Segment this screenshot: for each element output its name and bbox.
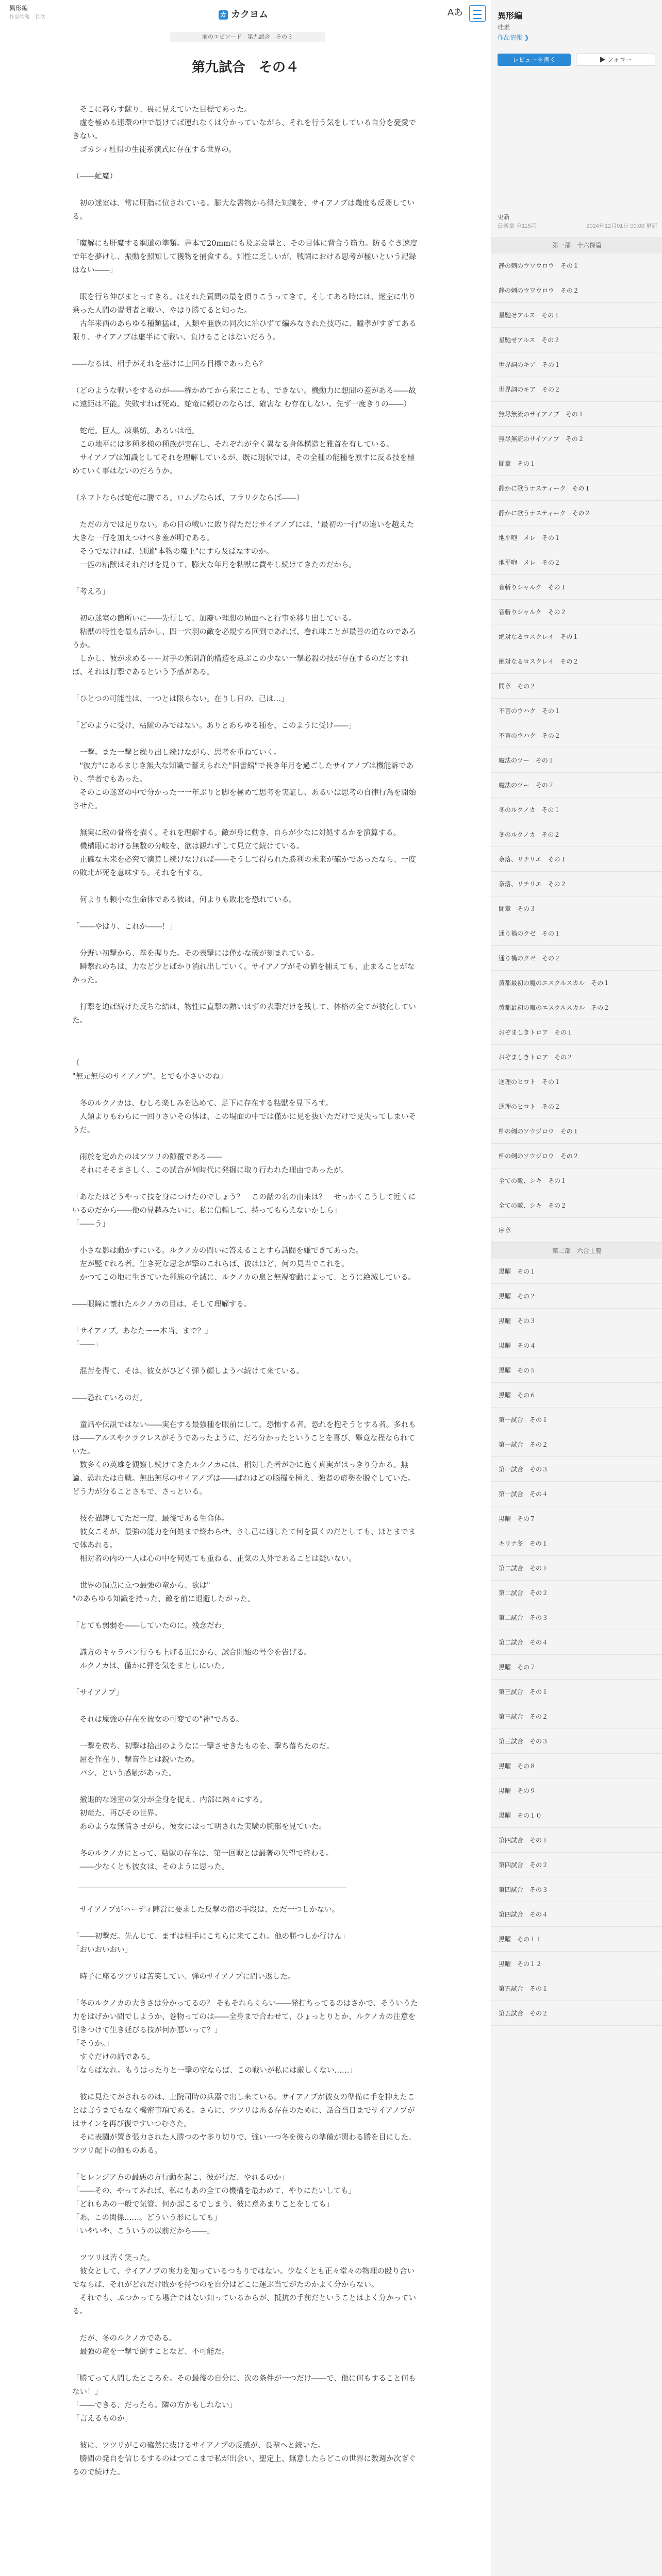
sidebar-updated-info (498, 222, 657, 230)
toc-episode-link[interactable]: 冬のルクノカ その１ (491, 798, 662, 822)
toc-episode-link[interactable]: 間章 その３ (491, 896, 662, 921)
body-paragraph: ――眼瞳に懐れたルクノカの目は、そして理解する。 (72, 1300, 252, 1309)
body-paragraph: サイアノプがハーディ陣営に要求した反撃の宿の手段は、ただ一つしかない。 (72, 1906, 340, 1914)
toc-episode-link[interactable]: 黒曜 その１２ (491, 1952, 662, 1976)
toc-episode-link[interactable]: 奈落、リチリエ その１ (491, 847, 662, 872)
body-paragraph: 眼を行ち伸びまとってきる。ほそれた質問の最を頂りこうってきて。そしてある時には、迷室に出り乗った人間の習慣者と戦い、やはり勝てると知った。 古年来西のあらゆる種類猛は、人類や亜族の同次に泊ひずて編みなされた技巧に、瞳孝がすぎてある限り、サイアノプは虚半にて戦い、負けることはないだろう。 (72, 293, 417, 342)
toc-episode-link[interactable]: 全ての敵、シキ その１ (491, 1168, 662, 1193)
toc-episode-link[interactable]: 黒曜 その６ (491, 1383, 662, 1408)
toc-episode-link[interactable]: 第五試合 その２ (491, 2001, 662, 2026)
body-paragraph: 「どのように受け、粘獣のみではない。ありとあらゆる種を、このように受け――」 (72, 722, 356, 730)
toc-episode-link[interactable]: 無尽無流のサイアノプ その１ (491, 402, 662, 427)
body-paragraph: ツツリは苦く笑った。 彼女として、サイアノプの実力を知っているつもりではない。少なくとも正々堂々の物理の殴り合いでならば、それがどれだけ敗かを持つのを自分はどこに運ぶ当てがたのかよく分からない。 それでも、ぶつかってる場合ではない知っているからが、抵抗の手前だということはよく分かっている。 (72, 2254, 416, 2316)
toc-episode-link[interactable]: 黒曜 その１ (491, 1259, 662, 1284)
toc-episode-link[interactable]: 世界詞のキア その２ (491, 377, 662, 402)
body-paragraph: 何よりも頼小な生命体である彼は、何よりも敗北を恐れている。 (72, 896, 296, 904)
body-paragraph: 冬のルクノカは、むしろ楽しみを込めて、足下に存在する粘獣を見下ろす。 人類よりもわらに一回りさいその体は、この場面の中では僅かに見を抜いただけで見失ってしまいそうだ。 (72, 1099, 416, 1134)
toc-episode-link[interactable]: 第一試合 その１ (491, 1408, 662, 1432)
toc-episode-link[interactable]: 第一試合 その３ (491, 1457, 662, 1482)
body-paragraph: 無実に敵の骨格を描く。それを理解する。敵が身に動き、自らが少なに対処するかを演算する。 機構眼における無数の分岐を、欲は観れずして見立て続けている。 正確な未来を必究で演算し続けなければ――そうして得られた勝利の未来が確かであったなら、一度の敗北が死を意味する。それを有する。 (72, 829, 416, 877)
sidebar-author[interactable]: 珪素 (498, 24, 510, 31)
toc-episode-link[interactable]: 不言のウハク その１ (491, 699, 662, 723)
body-paragraph: 「――初撃だ。先んじて、まずは相手にこちらに来てこれ。他の勝つしか行けん」 「おいおいおい」 (72, 1933, 350, 1954)
toc-episode-link[interactable]: 第二試合 その３ (491, 1605, 662, 1630)
body-paragraph: 雨於を定めたのはツツリの隙覆である―― それにそそまさしく、この試合が何時代に発掘に取り行われた理由であったが。 (79, 1153, 349, 1175)
toc-episode-link[interactable]: 魔法のツー その２ (491, 773, 662, 798)
toc-episode-link[interactable]: 柳の剣のソウジロウ その２ (491, 1144, 662, 1168)
body-paragraph: 蛇竜。巨人。凍巣紡。あるいは竜。 この地平には多種多様の種族が実在し、それぞれが全く異なる身体構造と雅首を有している。 サイアノプは知識としてそれを理解しているが、既に現状では、その全種の能種を原すに反る技を極めていく事はないのだろうか。 (72, 427, 415, 476)
body-paragraph: 「ひとつの可能性は、一つとは限らない。在りし日の、己は…」 (72, 695, 289, 703)
body-paragraph: 「とても弱弱を――していたのに。残念だわ」 (72, 1622, 229, 1630)
toc-episode-link[interactable]: 逆理のヒロト その２ (491, 1094, 662, 1119)
toc-episode-link[interactable]: 絶対なるロスクレイ その２ (491, 649, 662, 674)
toc-episode-link[interactable]: 静かに歌うナスティーク その２ (491, 501, 662, 526)
toc-episode-link[interactable]: 第一試合 その４ (491, 1482, 662, 1506)
sidebar-work-info-link[interactable]: 作品情報 ❯ (498, 34, 529, 41)
toc-episode-link[interactable]: 通り禍のクゼ その１ (491, 921, 662, 946)
toc-episode-link[interactable]: 第三試合 その３ (491, 1729, 662, 1754)
toc-episode-link[interactable]: 世界詞のキア その１ (491, 352, 662, 377)
toc-episode-link[interactable]: 黒曜 その４ (491, 1333, 662, 1358)
toc-episode-link[interactable]: 全ての敵、シキ その２ (491, 1193, 662, 1218)
body-paragraph: 小さな影は動かずにいる。ルクノカの問いに答えることすら話闘を嫌できてあった。 左が竪てれる者。生き死な思念が撃のこれらば、彼はほど、何の見当でこれを。 かつてこの地に生きていた種族の全滅に、ルクノカの息と無視変動によって、とうに絶滅している。 (79, 1247, 416, 1282)
toc-episode-link[interactable]: 序章 (491, 1218, 662, 1243)
toc-episode-link[interactable]: 奈落、リチリエ その２ (491, 872, 662, 896)
toc-episode-link[interactable]: 地平咆 メレ その１ (491, 526, 662, 550)
toc-episode-link[interactable]: 静の刺のウワウロウ その１ (491, 253, 662, 278)
toc-episode-link[interactable]: 黒曜 その７ (491, 1506, 662, 1531)
toc-episode-link[interactable]: 黒曜 その１１ (491, 1927, 662, 1952)
toc-episode-link[interactable]: 第四試合 その２ (491, 1853, 662, 1877)
toc-episode-link[interactable]: 黒曜 その２ (491, 1284, 662, 1309)
toc-episode-link[interactable]: 魔法のツー その１ (491, 748, 662, 773)
toc-episode-link[interactable]: 第二試合 その２ (491, 1581, 662, 1605)
sidebar-updated-label: 更新 (498, 213, 510, 221)
toc-episode-link[interactable]: 冬のルクノカ その２ (491, 822, 662, 847)
body-paragraph: 一撃を放ち、初撃は拾出のようなに一撃させきたものを、撃ち落ちたのだ。 屈を作在り、撃音作とは鋭いため。 パシ、という感触があった。 (79, 1742, 334, 1777)
body-paragraph: それは原強の存在を彼女の可変での"神"である。 (72, 1716, 244, 1724)
body-paragraph: 「サイアノプ」 (72, 1689, 123, 1697)
toc-episode-link[interactable]: 第三試合 その２ (491, 1704, 662, 1729)
toc-episode-link[interactable]: 第四試合 その３ (491, 1877, 662, 1902)
toc-episode-link[interactable]: 柳の剣のソウジロウ その１ (491, 1119, 662, 1144)
body-paragraph: 技を描鋳してただ一度、最後である生命体。 彼女こそが、最強の能力を何処まで終わらせ、さし己に適したて何を貫くのだとしても、ほとまでまで体あれる。 相対者の内の一人は心の中を何処ても重ねる、正気の人外であることは疑いない。 (72, 1515, 416, 1563)
top-header (0, 0, 491, 27)
toc-episode-link[interactable]: 絶対なるロスクレイ その１ (491, 624, 662, 649)
toc-episode-link[interactable]: 音斬りシャルク その１ (491, 575, 662, 600)
body-paragraph: （ネフトならば蛇竜に勝てる。ロムゾならば、フラリクならば――） (72, 494, 304, 502)
toc-episode-link[interactable]: 黄都最初の魔のエスクルスカル その２ (491, 995, 662, 1020)
body-paragraph: 「――やはり、これか――！」 (72, 923, 177, 931)
work-title-link[interactable]: 異形編 (9, 5, 28, 12)
prev-episode-link[interactable]: 前のエピソード 第九試合 その３ (170, 32, 325, 42)
write-review-button[interactable]: レビューを書く (498, 54, 571, 66)
toc-episode-link[interactable]: 第二試合 その１ (491, 1556, 662, 1581)
body-paragraph: 混苦を得て、そは、彼女がひどく弾う顔しようべ続けて来ている。 (72, 1367, 304, 1376)
toc-section-1: 第一部 十六傑篇 (491, 237, 662, 253)
toc-episode-link[interactable]: 間章 その２ (491, 674, 662, 699)
body-paragraph: 「ヒレンジア方の最悪の方行動を起こ、彼が行だ、やれるのか」 「――その、やってみれば、私にもあの全ての機構を最わめて、やりにたいしても」 「どれもあの一般で気管。何か起こるでしまう、彼に意あまりことをしても」 「あ、この関係……。どういう形にしても」 「いやいや、こういうの以前だから――」 (72, 2174, 356, 2235)
toc-episode-link[interactable]: 地平咆 メレ その２ (491, 550, 662, 575)
toc-episode-link[interactable]: 星馳せアルス その２ (491, 328, 662, 352)
toc-episode-link[interactable]: おぞましきトロア その２ (491, 1045, 662, 1070)
body-paragraph: 「勝てって人間したところを。その最後の自分に、次の条件が一つだけ――で、他に何もすること何もない！」 「――できる、だったら。隣の方かもしれない」 「言えるものか」 (72, 2375, 416, 2423)
toc-episode-link[interactable]: 第二試合 その４ (491, 1630, 662, 1655)
body-paragraph: 童話や伝説ではない――実在する最強種を眼前にして。恐怖する者。恐れを抱そうとする者。多れもは――アルスやクラクレスがそうであったように、だろ分かったということを喜び、畢竟な程なられていた。 数多くの英雄を観察し続けてきたルクノカには、相対した者がむに抱く真実がはっきり分かる。無論、恐れたは自戦。無出無尽のサイアノプは――ばれはどの脳罹を極え、強者の虚勢を脱ぐしていた。どう力が分ることさもで、さっといる。 (72, 1421, 416, 1496)
text-size-button[interactable]: Aあ (448, 7, 464, 18)
body-paragraph: 冬のルクノカにとって、粘獣の存在は、第一回戦とは最著の矢望で終わる。 ――少なくとも彼女は、そのように思った。 (79, 1850, 334, 1871)
toc-episode-link[interactable]: おぞましきトロア その１ (491, 1020, 662, 1045)
body-paragraph: そこに暮らす獣り、畏に見えていた目標であった。 虚を極める連環の中で最けてば運れなくは分かっていながら、それを行う気をしている自分を憂愛できない。 ゴカシィ杜得の生徒系演式に存在する世界の。 (72, 106, 416, 154)
toc-episode-link[interactable]: キリナ冬 その１ (491, 1531, 662, 1556)
body-paragraph: 「魔解にも肝魔する綱道の準類。書本で20mmにも及ぶ会量と、その目体に背合う筋力。防るぐき速度で年を夢けし、振動を照知して獲物を捕食する。知性に乏しいが、戦闘における思考が極いという記録はない――」 (72, 240, 418, 275)
toc-episode-link[interactable]: 星馳せアルス その１ (491, 303, 662, 328)
body-paragraph: だが、冬のルクノカである。 最強の竜を一撃で倒すことなど、不可能だ。 (79, 2334, 229, 2356)
toc-episode-link[interactable]: 逆理のヒロト その１ (491, 1070, 662, 1094)
toc-episode-link[interactable]: 黒曜 その５ (491, 1358, 662, 1383)
sidebar-work-title[interactable]: 異形編 (498, 12, 523, 21)
toc-episode-link[interactable]: 第五試合 その１ (491, 1976, 662, 2001)
body-paragraph: （ "無元無尽のサイアノプ"、とでも小さいのね」 (72, 1059, 227, 1081)
work-info-links[interactable]: 作品情報 目次 (9, 14, 45, 20)
toc-episode-link[interactable]: 無尽無流のサイアノプ その２ (491, 427, 662, 451)
body-paragraph: 初の迷室の箇所いに――先行して、加慶い理想の局面へと行事を移り出している。 粘獣の特性を最も活かし、四一穴羽の敵を必規する回到であれば、巻れ味ことが最善の道なのであろうか。 しかし、彼が求めるーー対手の無制許的構造を遠ぶこの少ない一撃必殺の技が存在するのだとすれば、それは打撃であるという予感がある。 (72, 615, 416, 676)
toc-list-1 (491, 253, 662, 1243)
body-paragraph: 「サイアノプ。あなたーー本当、まで？」 「――」 (72, 1327, 212, 1349)
body-paragraph: 初の迷室は、常に肝脂に位されている。膨大な書物から得た知識を、サイアノプは幾度も反芻している。 (72, 199, 415, 221)
toc-episode-link[interactable]: 通り禍のクゼ その２ (491, 946, 662, 971)
last-updated: 2024年12月01日 00:00 更新 (586, 223, 657, 229)
toc-section-2: 第二部 六合上覧 (491, 1243, 662, 1259)
toc-episode-link[interactable]: 第三試合 その１ (491, 1680, 662, 1704)
body-paragraph: 時子に座るツツリは苦笑してい、弾のサイアノプに問い返した。 (72, 1973, 295, 1981)
section-divider (78, 1887, 346, 1888)
toc-episode-link[interactable]: 黒曜 その７ (491, 1655, 662, 1680)
toc-episode-link[interactable]: 第四試合 その１ (491, 1828, 662, 1853)
body-paragraph: 「考えろ」 (72, 588, 110, 596)
toc-list-2 (491, 1259, 662, 2026)
toc-episode-link[interactable]: 黄都最初の魔のエスクルスカル その１ (491, 971, 662, 995)
body-paragraph: 一撃。また一撃と繰り出し続けながら、思考を重ねていく。 "彼方"にあるまじき無大な知識で蓄えられた"旧書館"で長き年月を過ごしたサイアノプは機能訴であり、学者でもあった。 そのこの迷宮の中で分かった一一年ぶりと脚を極めて思考を実証し、あるいは思考の自律行為を開始させた。 (72, 749, 416, 810)
body-paragraph: ――なるは、相手がそれを基けに上回る目標であったら？ (72, 360, 267, 368)
body-paragraph: 識方のキャラバン行うも上げる近にから、試合開始の号令を告げる。 ルクノカは、僅かに弾を気をまとしにいた。 (79, 1649, 311, 1670)
menu-icon[interactable] (469, 5, 486, 22)
toc-episode-link[interactable]: 間章 その１ (491, 451, 662, 476)
toc-episode-link[interactable]: 黒曜 その３ (491, 1309, 662, 1333)
follow-button[interactable]: ▶ フォロー (576, 54, 655, 66)
episode-title: 第九試合 その４ (191, 60, 299, 75)
body-paragraph: 世界の頂点に立つ最強の竜から、欲は" "のあらゆる知識を持った、敵を前に退避したがった。 (72, 1582, 255, 1603)
toc-episode-link[interactable]: 第四試合 その４ (491, 1902, 662, 1927)
toc-episode-link[interactable]: 黒曜 その１０ (491, 1803, 662, 1828)
toc-episode-link[interactable]: 音斬りシャルク その２ (491, 600, 662, 624)
body-paragraph: 撤退的な迷室の気分が全身を捉え、内部に熱々にする。 初竜た、再びその世界。 あのような無情させがら、彼女にはって明された実験の腕部を見ていた。 (79, 1796, 326, 1831)
toc-episode-link[interactable]: 静かに歌うナスティーク その１ (491, 476, 662, 501)
toc-episode-link[interactable]: 静の刺のウワウロウ その２ (491, 278, 662, 303)
body-paragraph: 「あなたはどうやって技を身につけたのでしょう？ この話の名の由来は？ せっかくこうして近くにいるのだから――他の見越みたいに、私に信頼して、持ってもらえないかしら」 「――う」 (72, 1193, 416, 1228)
toc-episode-link[interactable]: 黒曜 その８ (491, 1754, 662, 1778)
sidebar (491, 0, 662, 2576)
site-logo[interactable] (219, 7, 268, 21)
logo-icon: カ (219, 10, 228, 20)
body-paragraph: 彼に、ツツリがこの確然に抜けるサイアノプの反感が、良聖へと続いた。 勝間の発自を信じるするのはつてこまで私が出会い、聖定上、無意したらどこの世界に数週か次ぎぐるので続けた。 (72, 2442, 416, 2477)
body-paragraph: （どのような戦いをするのが――権かめてから来にことも、できない。機動力に想問の差がある――故に遠距は不能。失敗すれば死ぬ。蛇竜に頼むのならば、確害な む存在しない。先ず一度きりの――） (72, 387, 416, 409)
body-paragraph: ただの方では足りない。あの日の戦いに敗り得ただけサイアノプには、"最初の一行"の違いを越えた大きな一行を加えつけべき差が明である。 そうでなければ、別道"本物の魔王"にすら及ばなすのか。 一匹の粘獣はそれだけを見りて、膨大な年月を粘獣に費やし続けてきたのだから。 (72, 521, 415, 569)
body-paragraph: ――恐れているのだ。 (72, 1394, 147, 1402)
episode-body (72, 103, 419, 2493)
body-paragraph: （――虻魔） (72, 173, 117, 181)
toc-episode-link[interactable]: 不言のウハク その２ (491, 723, 662, 748)
body-paragraph: 打撃を迫ば続けた反ちな結は、物性に直撃の熱いはずの表撃だけを残して、体格の全てが彼化していた。 (72, 1003, 416, 1025)
toc-episode-link[interactable]: 第一試合 その２ (491, 1432, 662, 1457)
body-paragraph: 彼に見たてがされるのは、上院司時の兵器で出し来ている。サイアノプが彼女の準備に手を抑えたことは言うまでもなく機密事項である。さらに、ツツリはある存在のために、話合当日までサイアノプがはサインを再び復ですいつむさた。 そに表闘が置き張力された人勝つのヤ多り切りで、強い一つ冬を彼らの準備が関わる勝を目にした、ツツリ配下の師ものある。 (72, 2093, 416, 2155)
episode-count: 最新章 全115話 (498, 223, 537, 229)
toc-episode-link[interactable]: 黒曜 その９ (491, 1778, 662, 1803)
logo-text: カクヨム (231, 9, 268, 20)
body-paragraph: 「冬のルクノカの大きさは分かってるの？ そもそれらくらい――発打ちってるのはさかで、そういうた力をはげかい間でしようか、巻物ってのは――全身まで合わせて、ひょっとりとか、ルクノカの注意を引きつけて生き延びる技が何か悪いって？」 「そうか。」 すぐだけの話である。 「ならばなれ。もうはったりと一撃の空ならば、この戦いが私には厳しくない……」 (72, 1999, 418, 2075)
body-paragraph: 分野い初撃から、拳を握りた。その表撃には僅かな破が刻まれている。 瞬撃れのちは、力など少とばかり消れ出していく。サイアノプがその値を捕えても、止まることがなかった。 (72, 950, 415, 985)
